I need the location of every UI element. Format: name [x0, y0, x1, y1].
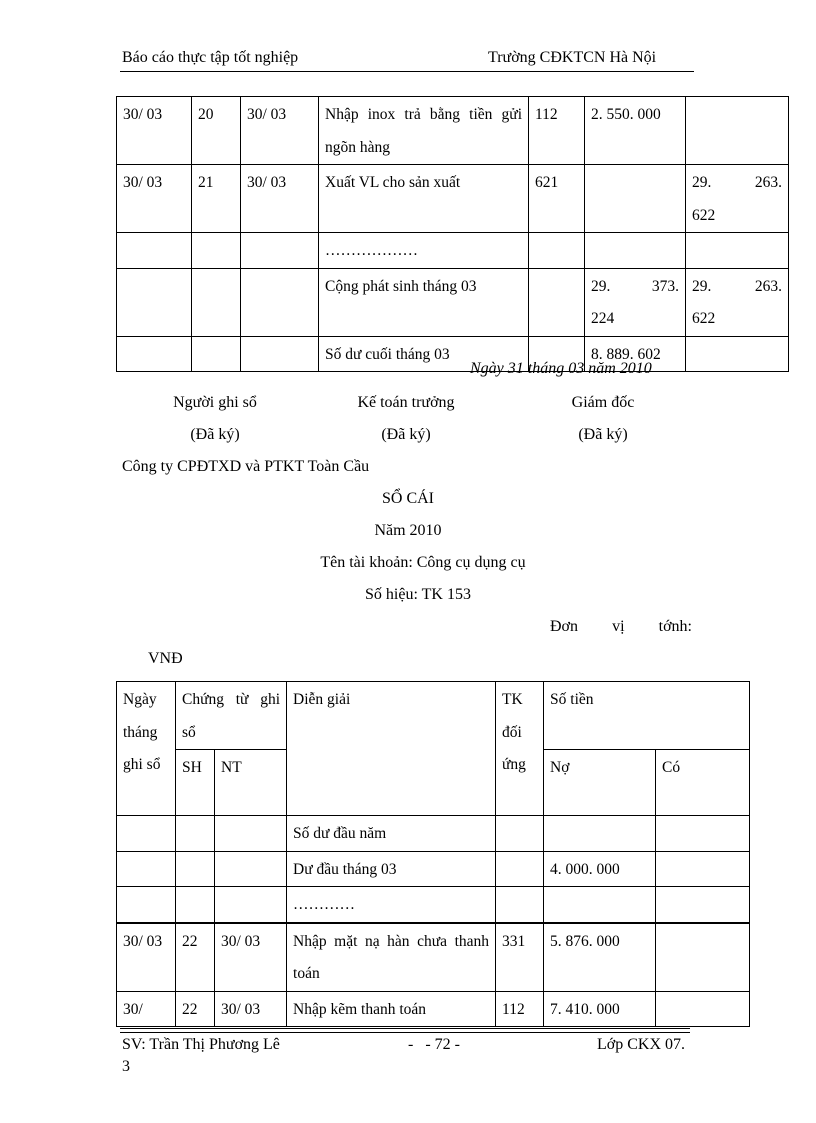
- account-cell: 112: [496, 991, 544, 1027]
- account-cell: [496, 887, 544, 923]
- credit-cell: [656, 851, 750, 887]
- unit-value: VNĐ: [148, 650, 183, 667]
- date-cell: [241, 233, 319, 269]
- table-row: [117, 97, 789, 165]
- signer-director-title: Giám đốc: [571, 394, 635, 411]
- date-cell: [117, 816, 176, 852]
- header-voucher: Chứng từ ghi sổ: [176, 682, 287, 750]
- company-name: Công ty CPĐTXD và PTKT Toàn Cầu: [122, 458, 370, 475]
- header-amount: Số tiền: [544, 682, 750, 750]
- ledger-table-tk153: [116, 681, 750, 1027]
- description-cell: Cộng phát sinh tháng 03: [319, 268, 529, 336]
- footer-page-number: - - 72 -: [408, 1036, 460, 1053]
- footer-rule: [120, 1032, 690, 1033]
- table-row: [117, 165, 789, 233]
- description-cell: ………………: [319, 233, 529, 269]
- number-cell: 20: [192, 97, 241, 165]
- debit-cell: 8. 889. 602: [585, 336, 686, 372]
- debit-cell: 5. 876. 000: [544, 923, 656, 992]
- description-cell: Dư đầu tháng 03: [287, 851, 496, 887]
- table-row: [117, 233, 789, 269]
- account-cell: 112: [529, 97, 585, 165]
- account-cell: [496, 851, 544, 887]
- header-rule: [120, 71, 694, 72]
- description-cell: Số dư cuối tháng 03: [319, 336, 529, 372]
- header-date: Ngày tháng ghi sổ: [117, 682, 176, 816]
- credit-cell: [656, 887, 750, 923]
- credit-cell: [686, 336, 789, 372]
- header-school-name: Trường CĐKTCN Hà Nội: [488, 49, 657, 66]
- date-cell: [117, 336, 192, 372]
- table-row: [117, 887, 750, 923]
- credit-cell: [686, 233, 789, 269]
- description-cell: Nhập mặt nạ hàn chưa thanh toán: [287, 923, 496, 992]
- footer-class: Lớp CKX 07.: [597, 1036, 686, 1053]
- date-cell: 30/ 03: [241, 165, 319, 233]
- debit-cell: 2. 550. 000: [585, 97, 686, 165]
- account-cell: 331: [496, 923, 544, 992]
- description-cell: Nhập kẽm thanh toán: [287, 991, 496, 1027]
- number-cell: 21: [192, 165, 241, 233]
- table-row: [117, 923, 750, 992]
- unit-word: tớnh:: [658, 618, 692, 635]
- credit-cell: [656, 991, 750, 1027]
- header-debit: Nợ: [544, 750, 656, 816]
- footer-class-wrap: 3: [122, 1058, 130, 1075]
- unit-word: Đơn: [550, 618, 579, 635]
- account-cell: [529, 233, 585, 269]
- header-nt: NT: [215, 750, 287, 816]
- header-credit: Có: [656, 750, 750, 816]
- number-cell: [192, 268, 241, 336]
- date-cell: 30/ 03: [241, 97, 319, 165]
- date-cell: [117, 887, 176, 923]
- debit-cell: 29. 373. 224: [585, 268, 686, 336]
- signer-recorder-title: Người ghi sổ: [173, 394, 257, 411]
- account-cell: [496, 816, 544, 852]
- signer-chief-accountant-status: (Đã ký): [381, 426, 431, 443]
- debit-cell: 4. 000. 000: [544, 851, 656, 887]
- nt-cell: 30/ 03: [215, 991, 287, 1027]
- table-row: [117, 816, 750, 852]
- date-cell: [117, 233, 192, 269]
- ledger-year: Năm 2010: [374, 522, 442, 539]
- unit-label: [550, 618, 692, 636]
- ledger-title: SỔ CÁI: [381, 490, 434, 507]
- table-header-row: [117, 682, 750, 750]
- nt-cell: [215, 887, 287, 923]
- ledger-table-continued: [116, 96, 789, 372]
- unit-word: vị: [612, 618, 625, 635]
- description-cell: Xuất VL cho sản xuất: [319, 165, 529, 233]
- signer-recorder-status: (Đã ký): [190, 426, 240, 443]
- nt-cell: [215, 816, 287, 852]
- date-cell: [117, 851, 176, 887]
- description-cell: …………: [287, 887, 496, 923]
- header-account: TK đối ứng: [496, 682, 544, 816]
- table-row: [117, 851, 750, 887]
- sh-cell: 22: [176, 923, 215, 992]
- credit-cell: [656, 816, 750, 852]
- sh-cell: [176, 851, 215, 887]
- description-cell: Số dư đầu năm: [287, 816, 496, 852]
- debit-cell: [544, 816, 656, 852]
- header-description: Diễn giải: [287, 682, 496, 816]
- date-cell: 30/ 03: [117, 165, 192, 233]
- account-code: Số hiệu: TK 153: [365, 586, 471, 603]
- sign-date: Ngày 31 tháng 03 năm 2010: [470, 360, 652, 377]
- sh-cell: [176, 887, 215, 923]
- header-sh: SH: [176, 750, 215, 816]
- header-report-title: Báo cáo thực tập tốt nghiệp: [122, 49, 299, 66]
- date-cell: 30/ 03: [117, 97, 192, 165]
- sh-cell: 22: [176, 991, 215, 1027]
- credit-cell: 29. 263. 622: [686, 268, 789, 336]
- footer-student: SV: Trần Thị Phương Lê: [122, 1036, 280, 1053]
- nt-cell: [215, 851, 287, 887]
- account-cell: 621: [529, 165, 585, 233]
- debit-cell: 7. 410. 000: [544, 991, 656, 1027]
- date-cell: [241, 336, 319, 372]
- signer-chief-accountant-title: Kế toán trưởng: [357, 394, 455, 411]
- credit-cell: [686, 97, 789, 165]
- date-cell: 30/ 03: [117, 923, 176, 992]
- number-cell: [192, 233, 241, 269]
- debit-cell: [585, 233, 686, 269]
- table-row: [117, 336, 789, 372]
- table-row: [117, 991, 750, 1027]
- description-cell: Nhập inox trả bằng tiền gửi ngõn hàng: [319, 97, 529, 165]
- debit-cell: [585, 165, 686, 233]
- sh-cell: [176, 816, 215, 852]
- credit-cell: [656, 923, 750, 992]
- credit-cell: 29. 263. 622: [686, 165, 789, 233]
- nt-cell: 30/ 03: [215, 923, 287, 992]
- debit-cell: [544, 887, 656, 923]
- number-cell: [192, 336, 241, 372]
- account-cell: [529, 268, 585, 336]
- table-row: [117, 268, 789, 336]
- signer-director-status: (Đã ký): [578, 426, 628, 443]
- date-cell: 30/: [117, 991, 176, 1027]
- date-cell: [241, 268, 319, 336]
- footer-rule: [120, 1028, 690, 1029]
- date-cell: [117, 268, 192, 336]
- account-name: Tên tài khoản: Công cụ dụng cụ: [320, 554, 526, 571]
